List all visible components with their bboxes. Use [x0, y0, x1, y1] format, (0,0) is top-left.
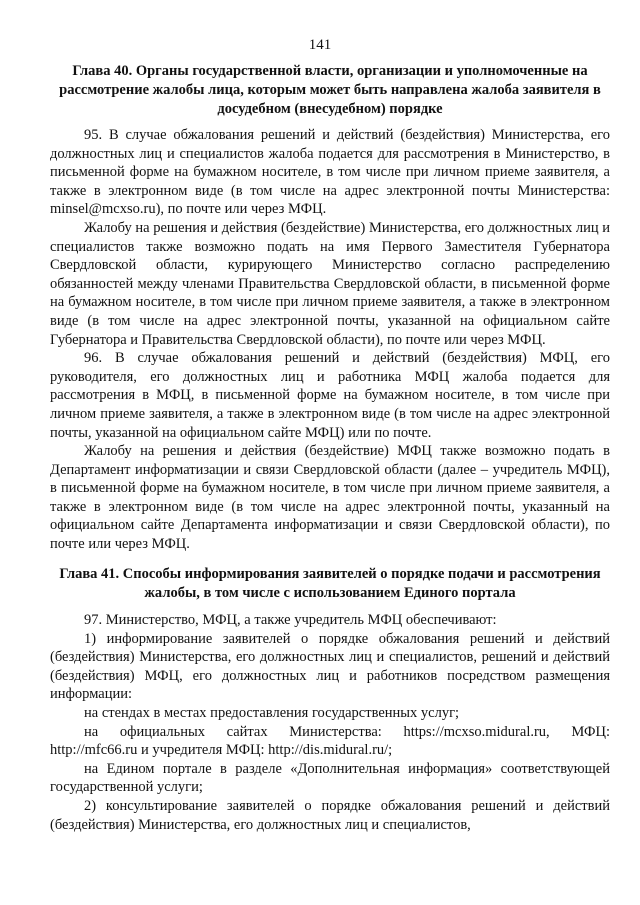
paragraph-95: 95. В случае обжалования решений и действий (бездействия) Министерства, его должностных лиц и специалистов жалоба подается для рассмотрения в Министерство, в письменной форме на бумажном носителе, в том числе при личном приеме заявителя, а также в электронном виде (в том числе на адрес электронной почты Министерства: minsel@mcxso.ru), по почте или через МФЦ. — [50, 127, 610, 218]
paragraph-95-appeal-to-deputy-governor: Жалобу на решения и действия (бездействие) Министерства, его должностных лиц и специалистов также возможно подать на имя Первого Заместителя Губернатора Свердловской области, курирующего Министерство согласно распределению обязанностей между членами Правительства Свердловской области, в письменной форме на бумажном носителе, в том числе при личном приеме заявителя, а также в электронном виде (в том числе на адрес электронной почты, указанной на официальном сайте Губернатора и Правительства Свердловской области), по почте или через МФЦ. — [50, 219, 610, 348]
chapter-40-heading-block — [50, 62, 610, 119]
chapter-41-body — [50, 611, 610, 834]
paragraph-96: 96. В случае обжалования решений и действий (бездействия) МФЦ, его руководителя, его должностных лиц и работника МФЦ жалоба подается для рассмотрения в МФЦ, в письменной форме на бумажном носителе, в том числе при личном приеме заявителя, а также в электронном виде (в том числе на адрес электронной почты, указанной на официальном сайте МФЦ) или по почте. — [50, 350, 610, 441]
list-item-official-sites: на официальных сайтах Министерства: https://mcxso.midural.ru, МФЦ: http://mfc66.ru и учредителя МФЦ: http://dis.midural.ru/; — [50, 723, 610, 759]
page-number: 141 — [308, 37, 332, 53]
paragraph-96-appeal-to-department: Жалобу на решения и действия (бездействие) МФЦ также возможно подать в Департамент информатизации и связи Свердловской области (далее – учредитель МФЦ), в письменной форме на бумажном носителе, в том числе при личном приеме заявителя, а также в электронном виде (в том числе на адрес электронной почты, указанный на официальном сайте Департамента информатизации и связи Свердловской области), по почте или через МФЦ. — [50, 443, 610, 553]
list-item-1-informing: 1) информирование заявителей о порядке обжалования решений и действий (бездействия) Министерства, его должностных лиц и специалистов, решений и действий (бездействия) МФЦ, его должностных лиц и работников посредством размещения информации: — [50, 630, 610, 703]
chapter-40-body — [50, 126, 610, 554]
list-item-stands: на стендах в местах предоставления государственных услуг; — [84, 704, 460, 721]
chapter-41-heading: Глава 41. Способы информирования заявителей о порядке подачи и рассмотрения жалобы, в том числе с использованием Единого портала — [59, 566, 601, 601]
chapter-41-heading-block — [50, 565, 610, 603]
list-item-2-consulting: 2) консультирование заявителей о порядке обжалования решений и действий (бездействия) Министерства, его должностных лиц и специалистов, — [50, 797, 610, 833]
list-item-single-portal: на Едином портале в разделе «Дополнительная информация» соответствующей государственной услуги; — [50, 760, 610, 796]
chapter-40-heading: Глава 40. Органы государственной власти, организации и уполномоченные на рассмотрение жалобы лица, которым может быть направлена жалоба заявителя в досудебном (внесудебном) порядке — [59, 63, 601, 117]
paragraph-97: 97. Министерство, МФЦ, а также учредитель МФЦ обеспечивают: — [84, 612, 497, 628]
